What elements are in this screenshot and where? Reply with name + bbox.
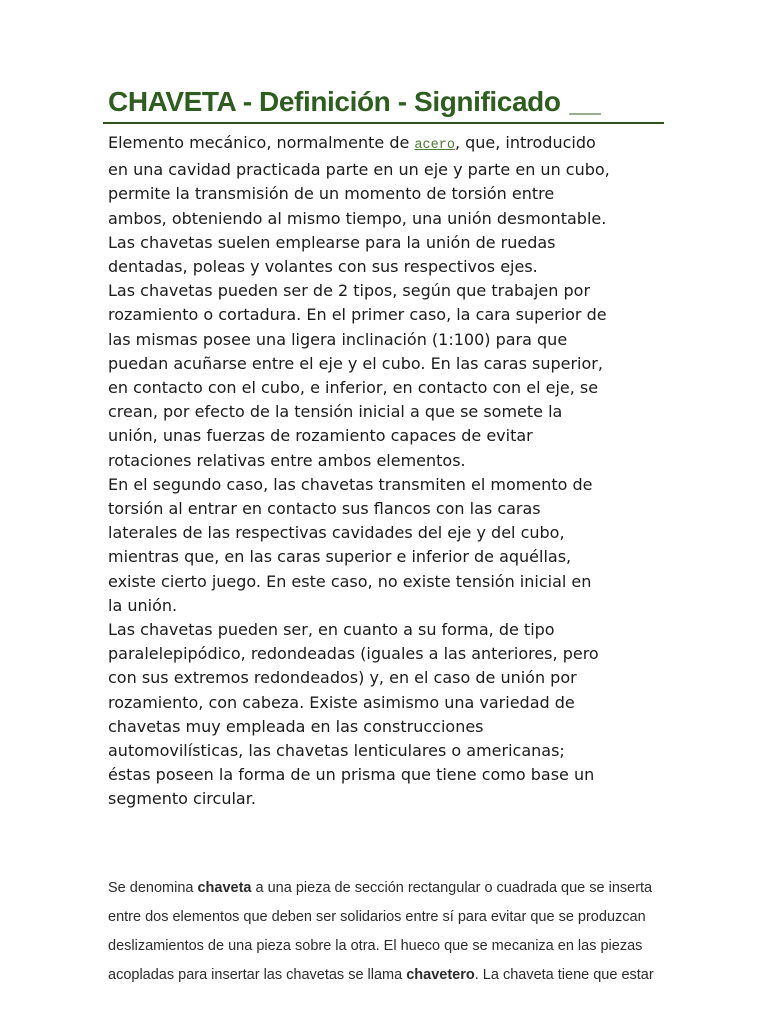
text-line: dentadas, poleas y volantes con sus respectivos ejes. (108, 257, 538, 277)
text-line: puedan acuñarse entre el eje y el cubo. En las caras superior, (108, 353, 603, 373)
text-segment: a una pieza de sección rectangular o cuadrada que se inserta (251, 879, 653, 896)
text-line: en contacto con el cubo, e inferior, en contacto con el eje, se (108, 378, 599, 398)
text-line: Las chavetas pueden ser de 2 tipos, según que trabajen por (108, 281, 591, 301)
footnote-line: deslizamientos de una pieza sobre la otra. El hueco que se mecaniza en las piezas (108, 937, 643, 954)
text-segment: . La chaveta tiene que estar (474, 966, 654, 983)
footnote-line (108, 961, 664, 990)
text-line: laterales de las respectivas cavidades del eje y del cubo, (108, 523, 565, 543)
text-line: rozamiento o cortadura. En el primer caso, la cara superior de (108, 305, 607, 325)
article-body (108, 131, 664, 812)
text-line: existe cierto juego. En este caso, no existe tensión inicial en (108, 571, 592, 591)
text-line: rozamiento, con cabeza. Existe asimismo una variedad de (108, 692, 575, 712)
title-block (103, 86, 664, 124)
text-line: torsión al entrar en contacto sus flancos con las caras (108, 499, 541, 519)
text-line (108, 131, 664, 158)
text-line: la unión. (108, 595, 178, 615)
text-line: mientras que, en las caras superior e inferior de aquéllas, (108, 547, 572, 567)
document-content (108, 86, 664, 990)
text-line: Las chavetas pueden ser, en cuanto a su forma, de tipo (108, 620, 555, 640)
text-line: con sus extremos redondeados) y, en el caso de unión por (108, 668, 577, 688)
acero-link[interactable]: acero (414, 138, 455, 153)
text-segment: acopladas para insertar las chavetas se llama (108, 966, 407, 983)
footnote-line: entre dos elementos que deben ser solidarios entre sí para evitar que se produzcan (108, 908, 646, 925)
text-line: ambos, obteniendo al mismo tiempo, una unión desmontable. (108, 208, 607, 228)
text-segment: Elemento mecánico, normalmente de (108, 133, 415, 152)
footnote-line (108, 874, 664, 903)
text-line: Las chavetas suelen emplearse para la unión de ruedas (108, 232, 556, 252)
text-segment: chaveta (197, 879, 252, 896)
text-segment: chavetero (406, 966, 475, 983)
title-underscore-mark: __ (569, 86, 601, 117)
text-line: las mismas posee una ligera inclinación (1:100) para que (108, 329, 568, 349)
text-line: éstas poseen la forma de un prisma que tiene como base un (108, 765, 595, 785)
text-line: rotaciones relativas entre ambos elementos. (108, 450, 466, 470)
text-line: En el segundo caso, las chavetas transmiten el momento de (108, 474, 593, 494)
text-line: segmento circular. (108, 789, 256, 809)
page-title: CHAVETA - Definición - Significado (108, 86, 561, 117)
text-line: unión, unas fuerzas de rozamiento capaces de evitar (108, 426, 533, 446)
text-line: chavetas muy empleada en las construcciones (108, 716, 484, 736)
text-segment: Se denomina (108, 879, 198, 896)
text-line: permite la transmisión de un momento de torsión entre (108, 184, 555, 204)
text-line: automovilísticas, las chavetas lenticulares o americanas; (108, 741, 565, 761)
footnote-paragraph (108, 874, 664, 990)
text-line: crean, por efecto de la tensión inicial a que se somete la (108, 402, 563, 422)
text-segment: , que, introducido (454, 133, 596, 152)
text-line: en una cavidad practicada parte en un eje y parte en un cubo, (108, 160, 610, 180)
text-line: paralelepipódico, redondeadas (iguales a las anteriores, pero (108, 644, 599, 664)
